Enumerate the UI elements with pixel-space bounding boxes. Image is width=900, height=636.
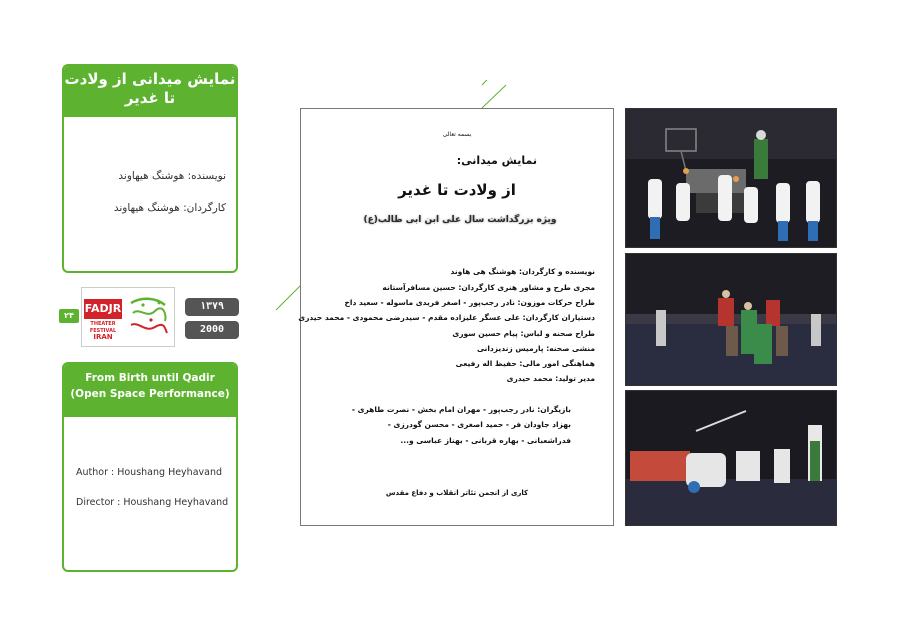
stage-photo-3 (625, 390, 837, 526)
credit-line: مجری طرح و مشاور هنری کارگردان: حسین مسافرآستانه (382, 283, 595, 292)
gregorian-year-badge: 2000 (185, 321, 239, 339)
persian-title (64, 66, 236, 117)
cast-line: بازیگران: نادر رجب‌پور - مهران امام بخش - نصرت طاهری - (351, 405, 571, 414)
english-director-row: Director : Houshang Heyhavand (76, 497, 229, 508)
english-info-card (62, 362, 238, 572)
english-title-line2: (Open Space Performance) (70, 388, 230, 400)
credit-line: طراح صحنه و لباس: پیام حسین سوری (452, 329, 595, 338)
persian-director-row: کارگردان: هوشنگ هیهاوند (113, 202, 226, 214)
document-header: بسمه تعالی (442, 131, 472, 138)
fadjr-festival-logo (59, 287, 174, 347)
edition-number-badge: ۲۴ (59, 309, 79, 323)
program-document (300, 108, 614, 526)
credit-line: دستیاران کارگردان: علی عسگر علیزاده مقدم - سیدرضی محمودی - محمد حیدری (298, 313, 595, 322)
document-title-prefix: نمایش میدانی: (456, 154, 537, 167)
persian-author-row: نویسنده: هوشنگ هیهاوند (118, 170, 226, 182)
credit-line: هماهنگی امور مالی: حفیظ اله رفیعی (455, 359, 595, 368)
calligraphy-emblem-icon (125, 293, 171, 339)
credit-line: منشی صحنه: پارمیس زندیزدانی (476, 344, 595, 353)
english-title-line1: From Birth until Qadir (85, 372, 215, 384)
credit-line: نویسنده و کارگردان: هوشنگ هی هاوند (450, 267, 595, 276)
stage-photo-2 (625, 253, 837, 386)
english-author-row: Author : Houshang Heyhavand (76, 467, 223, 478)
fadjr-wordmark: FADJR (84, 299, 122, 319)
credit-line: طراح حرکات موزون: نادر رجب‌پور - اصغر فریدی ماسوله - سعید داخ (344, 298, 595, 307)
english-title (64, 364, 236, 417)
document-banner: ویژه بزرگداشت سال علی ابن ابی طالب(ع) (363, 215, 557, 225)
persian-info-card (62, 64, 238, 273)
persian-year-badge: ۱۳۷۹ (185, 298, 239, 316)
credit-line: مدیر تولید: محمد حیدری (506, 374, 595, 383)
iran-label: IRAN (93, 333, 113, 341)
cast-line: بهزاد جاودان فر - حمید اصغری - محسن گودرزی - (387, 420, 571, 429)
persian-title-line2: تا غدیر (124, 89, 176, 107)
persian-title-line1: نمایش میدانی از ولادت (64, 70, 236, 88)
theater-festival-label: THEATER FESTIVAL (89, 321, 117, 334)
document-title: از ولادت تا غدیر (398, 181, 516, 199)
document-footer: کاری از انجمن تئاتر انقلاب و دفاع مقدس (385, 489, 529, 497)
stage-photo-1 (625, 108, 837, 248)
cast-line: فدراشعبانی - بهاره قربانی - بهناز عباسی و... (400, 436, 571, 445)
